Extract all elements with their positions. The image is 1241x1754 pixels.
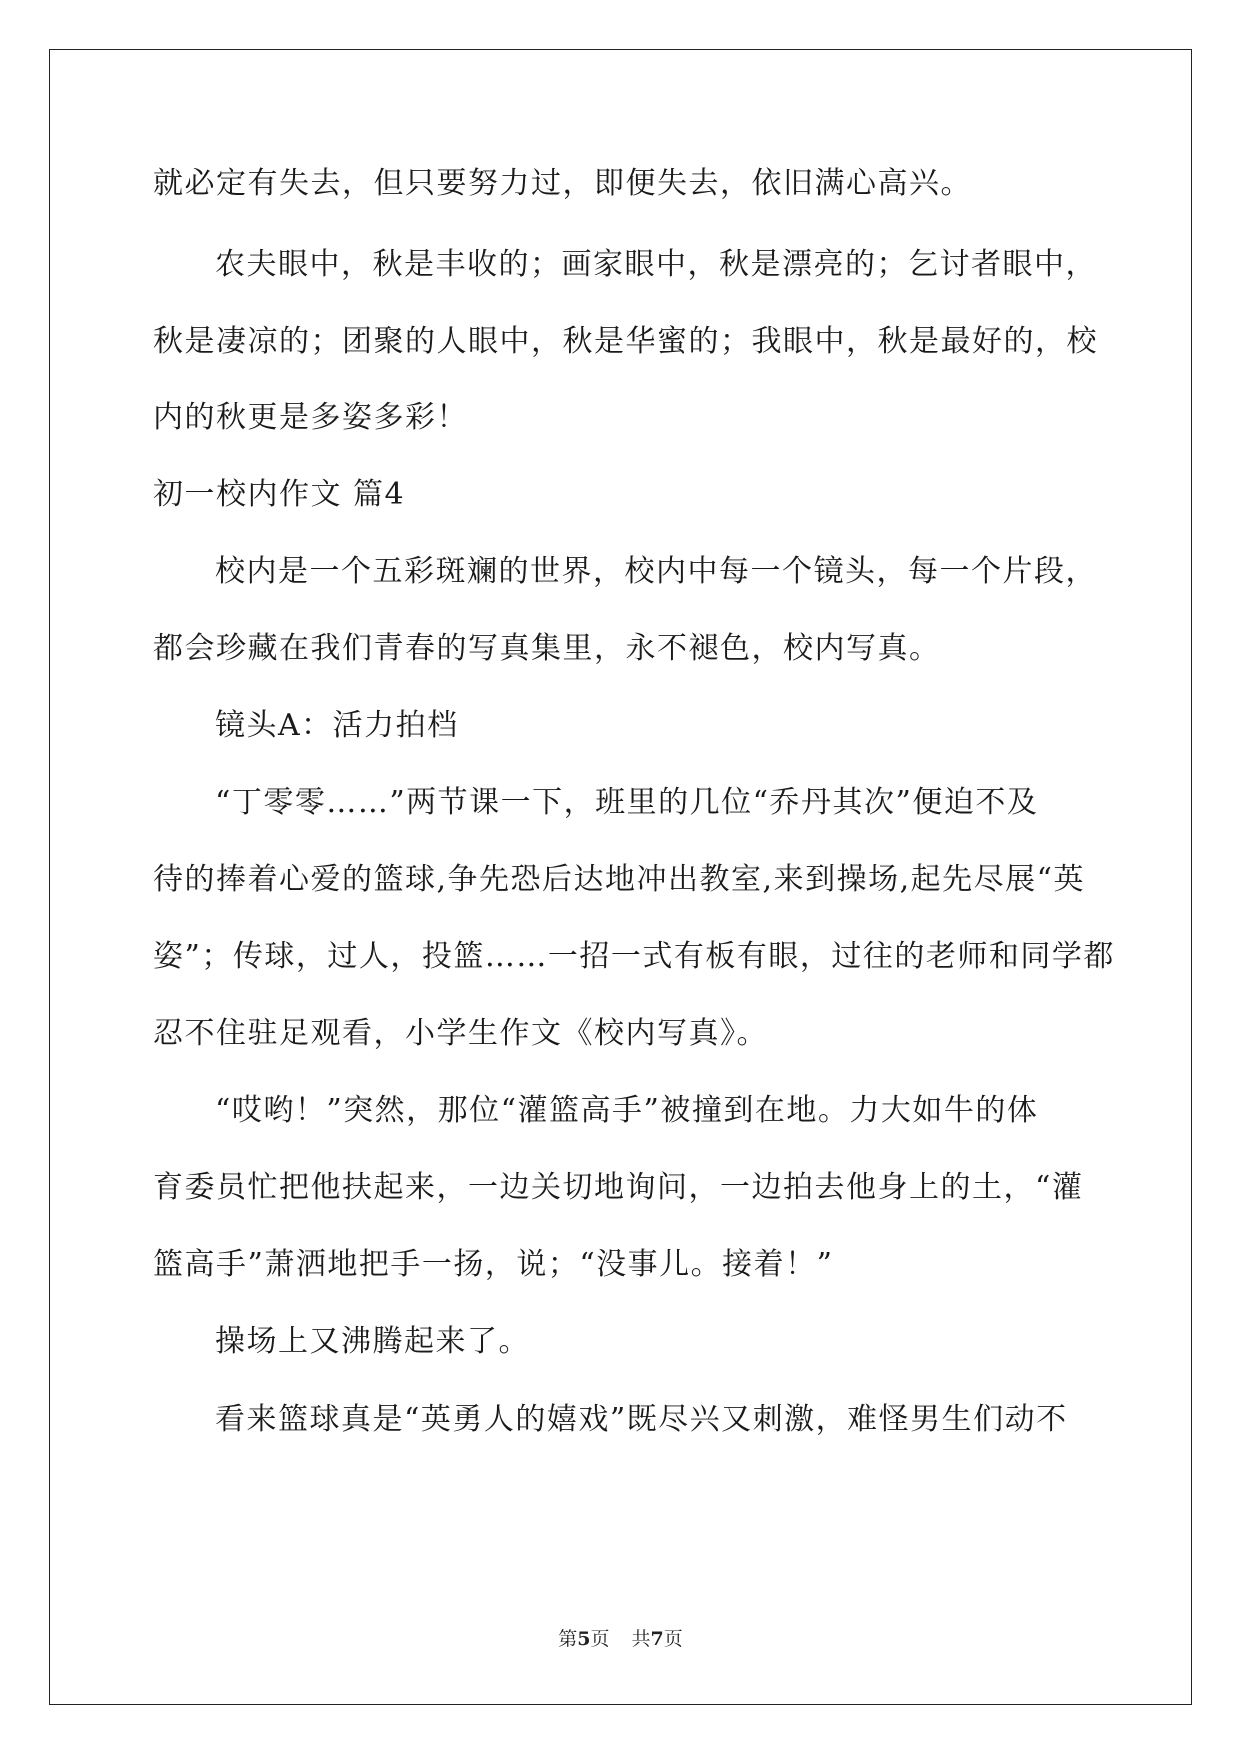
paragraph-line: 都会珍藏在我们青春的写真集里，永不褪色，校内写真。 — [153, 631, 941, 666]
paragraph-line: 内的秋更是多姿多彩！ — [153, 400, 468, 435]
paragraph-line: 篮高手”萧洒地把手一扬，说；“没事儿。接着！” — [153, 1247, 834, 1282]
paragraph-line: 农夫眼中，秋是丰收的；画家眼中，秋是漂亮的；乞讨者眼中， — [215, 247, 1097, 282]
total-prefix: 共 — [631, 1628, 651, 1650]
subheading: 镜头A：活力拍档 — [215, 708, 459, 743]
paragraph-line: 忍不住驻足观看，小学生作文《校内写真》。 — [153, 1016, 768, 1051]
paragraph-line: 看来篮球真是“英勇人的嬉戏”既尽兴又刺激，难怪男生们动不 — [215, 1402, 1068, 1437]
paragraph-line: “丁零零……”两节课一下，班里的几位“乔丹其次”便迫不及 — [215, 785, 1039, 820]
page-suffix: 页 — [590, 1628, 610, 1650]
page-footer — [0, 1626, 1241, 1652]
paragraph-line: 育委员忙把他扶起来，一边关切地询问，一边拍去他身上的土，“灌 — [153, 1170, 1084, 1205]
paragraph-line: “哎哟！”突然，那位“灌篮高手”被撞到在地。力大如牛的体 — [215, 1093, 1039, 1128]
paragraph-line: 待的捧着心爱的篮球,争先恐后达地冲出教室,来到操场,起先尽展“英 — [153, 862, 1085, 897]
page-total: 7 — [650, 1628, 664, 1650]
paragraph-line: 秋是凄凉的；团聚的人眼中，秋是华蜜的；我眼中，秋是最好的，校 — [153, 324, 1098, 359]
paragraph-line: 操场上又沸腾起来了。 — [215, 1324, 530, 1359]
paragraph-line: 就必定有失去，但只要努力过，即便失去，依旧满心高兴。 — [153, 166, 972, 201]
paragraph-line: 姿”；传球，过人，投篮……一招一式有板有眼，过往的老师和同学都 — [153, 939, 1115, 974]
section-heading: 初一校内作文 篇4 — [153, 477, 406, 512]
total-suffix: 页 — [663, 1628, 683, 1650]
page-current: 5 — [577, 1628, 591, 1650]
paragraph-line: 校内是一个五彩斑斓的世界，校内中每一个镜头，每一个片段， — [215, 554, 1097, 589]
page-prefix: 第 — [558, 1628, 578, 1650]
